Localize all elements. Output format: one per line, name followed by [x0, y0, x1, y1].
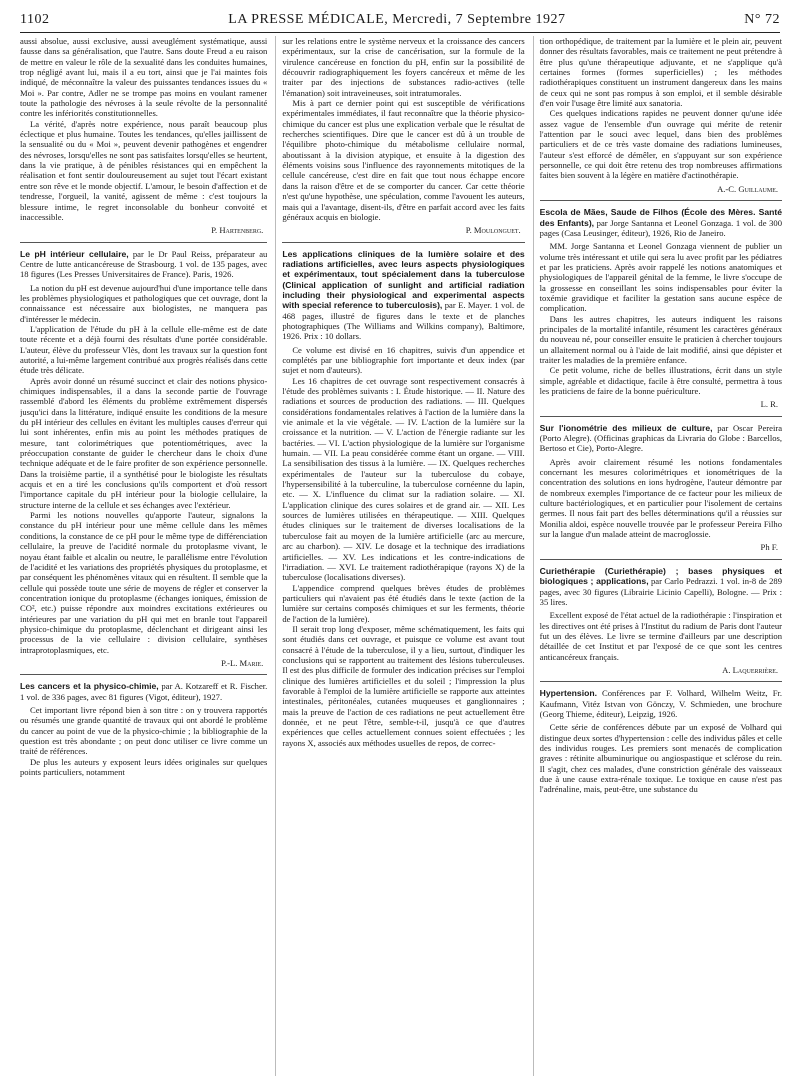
- paragraph: sur les relations entre le système nerveux et la croissance des cancers expérimentaux, sur la crise de cancérisation, sur la formule de la virulence cancéreuse en fonction du pH, enfin sur la possibilité de découvrir radiographiquement les foyers cancéreux et même de les traiter par des injections de substances radio-actives (telle l'émanation) soit intraveineuses, soit intratumorales.: [282, 36, 525, 98]
- paragraph: De plus les auteurs y exposent leurs idées originales sur quelques points particuliers, notamment: [20, 756, 268, 778]
- journal-title: LA PRESSE MÉDICALE, Mercredi, 7 Septembre 1927: [228, 12, 566, 27]
- review-title: Les cancers et la physico-chimie,: [20, 681, 159, 692]
- paragraph: MM. Jorge Santanna et Leonel Gonzaga viennent de publier un volume très intéressant et utile qui sera lu avec profit par les pédiatres et par les praticiens. Après avoir rappelé les notions anatomiques et physiologiques de l'appareil génital de la femme, le livre s'occupe de la grossesse en conseillant les soins indispensables pour éviter la toxémie gravidique et faciliter la gestation sans aucune espèce de complication.: [539, 241, 783, 314]
- divider: [540, 416, 782, 417]
- paragraph: Cette série de conférences débute par un exposé de Volhard qui distingue deux sortes d'hypertension : celle des individus pâles et celle des individus rouges. Les premiers sont menacés de complication graves : rétinite albuminurique ou angiospastique et sclérose du rein. Il s'agit, chez ces malades, d'une constriction générale des vaisseaux due à une cause extra-rénale toxique. Le toxique en cause n'est pas l'adrénaline, mais, peut-être, une substance du: [539, 722, 783, 795]
- review-title: Escola de Mães, Saude de Filhos (École des Mères. Santé des Enfants),: [539, 207, 783, 228]
- page-number: 1102: [20, 12, 50, 27]
- paragraph: Ce petit volume, riche de belles illustrations, écrit dans un style simple, agréable et didactique, facile à être consulté, permettra à tous les praticiens de faire de la bonne puériculture.: [539, 365, 783, 396]
- review-details: par Jorge Santanna et Leonel Gonzaga. 1 vol. de 300 pages (Casa Leusinger, éditeur), 1926, Rio de Janeiro.: [539, 217, 783, 238]
- paragraph: Il serait trop long d'exposer, même schématiquement, les faits qui sont étudiés dans cet ouvrage, et puisque ce volume est avant tout consacré à l'étude de la tuberculose, il y a lieu, surtout, d'indiquer les conclusions qui se rapportent au traitement des lésions tuberculeuses. Il est des plus difficile de formuler des indication précises sur l'emploi clinique des lumières artificielles et du soleil ; l'impression la plus favorable à l'emploi de la lumière artificielle se rapporte aux atteintes intestinales, péritonéales, cutanées muqueuses et ganglionnaires ; mais la preuve de l'action de ces radiations ne peut actuellement être donnée, et ne peut l'être, semble-t-il, jusqu'à ce que d'autres expériences que celles actuellement connues soient effectuées ; les rayons X, associés aux méthodes usuelles de repos, de correc-: [282, 623, 525, 748]
- paragraph: aussi absolue, aussi exclusive, aussi aveuglément systématique, aussi fausse dans sa généralisation, que l'autre. Sans doute Freud a eu raison de mettre en valeur le rôle de la sexualité dans les conduites humaines, trop négligé avant lui, mais il a eu tort, ainsi que je l'ai maintes fois indiqué, de méconnaître la valeur des puissantes tendances issues du « Moi ». Par contre, Adler ne se trompe pas moins en voulant ramener toute la pathologie des névroses à la seule révolte de la personnalité contre les infériorités constitutionnelles.: [20, 36, 268, 119]
- divider: [540, 559, 782, 560]
- divider: [540, 681, 782, 682]
- paragraph: Ces quelques indications rapides ne peuvent donner qu'une idée assez vague de l'ensemble d'un ouvrage qui mérite de retenir l'attention par le souci avec lequel, dans bien des problèmes particuliers et de ce très vaste domaine des radiations lumineuses, l'auteur s'est efforcé de démêler, en s'appuyant sur son expérience personnelle, ce qui doit être retenu des trop nombreuses affirmations faites bien souvent à la légère en matière d'actinothérapie.: [539, 108, 783, 181]
- review-heading: [540, 423, 782, 454]
- review-details: Conférences par F. Volhard, Wilhelm Weitz, Fr. Kaufmann, Vitéz Istvan von Gönczy, V. Schmieden, une brochure (Georg Thieme, éditeur), Leipzig, 1926.: [539, 688, 783, 719]
- review-heading: [540, 207, 782, 238]
- paragraph: L'application de l'étude du pH à la cellule elle-même est de date toute récente et a déjà fourni des résultats d'une portée considérable. L'auteur, élève du professeur Vlès, dont les travaux sur la question font autorité, a lui-même largement contribué aux progrès réalisés dans cette étude très délicate.: [20, 323, 268, 376]
- divider: [282, 242, 524, 243]
- signature: A. Laquerrière.: [722, 664, 779, 675]
- paragraph: Après avoir clairement résumé les notions fondamentales concernant les mesures colorimétriques et ionométriques de la concentration des solutions en ions hydrogène, l'auteur démontre par de nombreux exemples l'importance de ce facteur pour les milieux de culture bactériologiques, et en particulier pour l'isolement de certains germes. Il nous fait part des belles déterminations qu'il a réussies sur Monilia aldoi, espèce nouvelle trouvée par le professeur Pereira Filho sur la langue d'un malade atteint de macroglossie.: [539, 456, 783, 540]
- review-details: par A. Kotzareff et R. Fischer. 1 vol. de 336 pages, avec 81 figures (Vigot, éditeur), 1927.: [20, 681, 268, 702]
- review-details: par Oscar Pereira (Porto Alegre). (Officinas graphicas da Livraria do Globe : Barcellos, Bertoso et Cie), Porto-Alegre.: [539, 422, 783, 454]
- review-heading: [20, 249, 267, 280]
- divider: [540, 200, 782, 201]
- signature: L. R.: [760, 399, 779, 410]
- divider: [20, 674, 267, 675]
- review-heading: [540, 566, 782, 607]
- column-middle: [275, 36, 524, 1076]
- review-heading: [282, 249, 524, 342]
- paragraph: Les 16 chapitres de cet ouvrage sont respectivement consacrés à l'étude des problèmes suivants : I. Étude historique. — II. Nature des radiations et sources de production des radiations. — III. Quelques considérations fondamentales relatives à l'action de la lumière dans la vie animale et la vie végétale. — IV. L'action de la lumière sur la croissance et la nutrition. — V. L'action de l'énergie radiante sur les bactéries. — VI. L'action physiologique de la lumière sur l'organisme humain. — VII. La peau considérée comme étant un organe. — VIII. La sensibilisation des tissus à la lumière. — IX. Quelques recherches expérimentales de l'auteur sur la tuberculose du cobaye, l'hypersensibilité à la tuberculine, la tuberculose cornéenne du lapin, etc. — X. L'influence du climat sur la radiation solaire. — XI. L'application clinique des cures solaires et de grand air. — XII. Les sources de lumières utilisées en thérapeutique. — XIII. Quelques études cliniques sur le traitement de diverses localisations de la tuberculose fait au moyen de la lumière artificielle (arc au mercure, arc au charbon). — XIV. Le dosage et la technique des irradiations artificielles. — XV. Les indications et les contre-indications de l'irradiation. — XVI. Le traitement radiothérapique (rayons X) de la tuberculose (localisations diverses).: [282, 375, 525, 583]
- signature: A.-C. Guillaume.: [717, 183, 779, 194]
- column-right: [533, 36, 782, 1076]
- review-title: Hypertension.: [539, 688, 597, 699]
- article-columns: [20, 36, 782, 1076]
- paragraph: Après avoir donné un résumé succinct et clair des notions physico-chimiques indispensables, il a dans la seconde partie de l'ouvrage rassemblé d'abord les éléments du problème extrêmement dispersés jusqu'ici dans la littérature, indiqué ensuite les conditions de la mesure du pH intérieur des cellules en évitant les multiples causes d'erreur qui lui sont inhérentes, enfin mis au point les méthodes pratiques de mesure, tant colorimétriques que potentiométriques, avec la préoccupation constante de guider le chercheur dans le choix d'une technique adéquate et de le faire profiter de son expérience personnelle. Dans la troisième partie, il a synthétisé pour le biologiste les résultats acquis et en a tiré les conclusions qu'ils comportent et d'où ressort l'importance capitale du pH intérieur pour la biologie cellulaire, la structure interne de la cellule et ses échanges avec l'extérieur.: [20, 375, 268, 510]
- paragraph: La vérité, d'après notre expérience, nous paraît beaucoup plus éclectique et plus humaine. Toutes les tendances, qu'elles jaillissent de la sensualité ou du « Moi », peuvent devenir pathogènes et engendrer des névroses, lorsqu'elles ne sont pas satisfaites lorsqu'elles se heurtent, dans la vie pratique, à de pénibles résistances qui en empêchent la réalisation et font sentir douloureusement au sujet tout l'écart existant entre son rêve et le monde objectif. L'amour, le besoin d'affection et de tendresse, l'orgueil, la vanité, agissent de même : c'est toujours la blessure intime, le regret inconsolable du bonheur convoité et inaccessible.: [20, 118, 268, 222]
- issue-number: N° 72: [744, 12, 780, 27]
- review-details: par E. Mayer. 1 vol. de 468 pages, illustré de figures dans le texte et de planches photographiques (The Williams and Wilkins company), Baltimore, 1926. Prix : 10 dollars.: [282, 300, 525, 342]
- review-title: Les applications cliniques de la lumière solaire et des radiations artificielles, avec leurs aspects physiologiques et expérimentaux, tout spécialement dans la tuberculose (Clinical application of sunlight and artificial radiation including their physiological and experimental aspects with special reference to tuberculosis),: [282, 248, 525, 311]
- paragraph: tion orthopédique, de traitement par la lumière et le plein air, peuvent donner des résultats favorables, mais ce traitement ne peut prétendre à être plus qu'une thérapeutique adjuvante, et ne s'applique qu'à certaines formes (formes superficielles) ; les méthodes radiothérapiques constituent un instrument dangereux dans les mains de ceux qui ne sont pas rompus à son emploi, et il semble désirable d'en voir l'usage être limité aux sanatoria.: [539, 36, 783, 109]
- review-title: Curiethérapie (Curiethérapie) ; bases physiques et biologiques ; applications,: [539, 565, 783, 587]
- column-left: [20, 36, 267, 1076]
- divider: [20, 242, 267, 243]
- paragraph: Dans les autres chapitres, les auteurs indiquent les raisons principales de la mortalité infantile, résument les caractères généraux du nouveau né, pour conseiller ensuite le praticien à chercher toujours un allaitement normal ou à l'aide de lait modifié, ainsi que dépister et traiter les maladies de la première enfance.: [539, 313, 783, 365]
- review-heading: [20, 681, 267, 702]
- review-details: par Carlo Pedrazzi. 1 vol. in-8 de 289 pages, avec 30 figures (Librairie Licinio Capelli), Bologne. — Prix : 35 lires.: [539, 576, 783, 607]
- paragraph: L'appendice comprend quelques brèves études de problèmes particuliers qui n'avaient pas été étudiés dans le texte (action de la lumière sur certains composés chimiques et sur les ferments, théorie de l'action de la lumière).: [282, 582, 525, 624]
- signature: P. Hartenberg.: [211, 225, 264, 236]
- paragraph: Ce volume est divisé en 16 chapitres, suivis d'un appendice et complétés par une bibliographie fort importante et deux index (par sujet et nom d'auteurs).: [282, 344, 525, 376]
- paragraph: La notion du pH est devenue aujourd'hui d'une importance telle dans les problèmes physiologiques et pathologiques que cet ouvrage, dont la connaissance est nécessaire aux biologistes, ne manquera pas d'intéresser le médecin.: [20, 282, 268, 324]
- review-title: Sur l'ionométrie des milieux de culture,: [539, 422, 713, 433]
- review-heading: [540, 688, 782, 719]
- signature: P.-L. Marie.: [221, 657, 264, 668]
- paragraph: Excellent exposé de l'état actuel de la radiothérapie : l'inspiration et les directives ont été prises à l'Institut du radium de Paris dont l'auteur fut un des élèves. Le livre se termine d'ailleurs par une description détaillée de cet Institut et par l'exposé de ce que sont les centres anticancéreux français.: [539, 610, 783, 662]
- review-title: Le pH intérieur cellulaire,: [20, 248, 129, 259]
- review-details: par le Dr Paul Reiss, préparateur au Centre de lutte anticancéreuse de Strasbourg. 1 vol. de 135 pages, avec 18 figures (Les Presses Universitaires de France). Paris, 1926.: [20, 248, 268, 280]
- paragraph: Cet important livre répond bien à son titre : on y trouvera rapportés ou résumés une grande quantité de travaux qui ont abordé le problème du cancer au point de vue de la physico-chimie ; la bibliographie de la question est très abondante ; on peut donc utiliser ce livre comme un traité de références.: [20, 704, 268, 757]
- signature: P. Moulonguet.: [465, 225, 521, 236]
- page-header: [20, 8, 780, 33]
- paragraph: Parmi les notions nouvelles qu'apporte l'auteur, signalons la constance du pH intérieur pour une même cellule dans les mêmes conditions, la constance de ce pH pour le même type de différenciation cellulaire, la preuve de l'acidité normale du protoplasme vivant, le noyau étant faible et alcalin ou neutre, le parallélisme entre l'évolution de l'acidité et les variations des propriétés physiques du protoplasme, et par conséquent les phénomènes vitaux qui en résultent. Il semble que la cellule qui possède toute une série de moyens de régler et conserver la concentration ionique du protoplasme (échanges ioniques, émission de CO², etc.) puisse répondre aux moindres excitations extérieures ou intérieures par une variation du pH qui met en branle tout l'appareil physico-chimique du protoplasme, déclenchant et dirigeant ainsi les processus de la vie cellulaire : division cellulaire, synthèses intraprotoplasmiques, etc.: [20, 510, 268, 655]
- signature: Ph F.: [760, 542, 779, 553]
- paragraph: Mis à part ce dernier point qui est susceptible de vérifications expérimentales immédiates, il faut reconnaître que la théorie physico-chimique du cancer est plus une explication verbale que le résultat de recherches scientifiques. Dire que le cancer est dû à un trouble de l'équilibre photo-chimique du métabolisme cellulaire normal, aboutissant à la division atypique, et ensuite à la digestion des éléments voisins sous l'influence des rayonnements mitotiques de la cellule cancéreuse, c'est dire en fait que tout nous échappe encore dans la raison d'être et de se comporter du cancer. Car cette théorie n'est qu'une hypothèse, une spéculation, comme l'avouent les auteurs, mais qui a l'avantage, disent-ils, d'être en parfait accord avec les faits généraux acquis en biologie.: [282, 98, 525, 222]
